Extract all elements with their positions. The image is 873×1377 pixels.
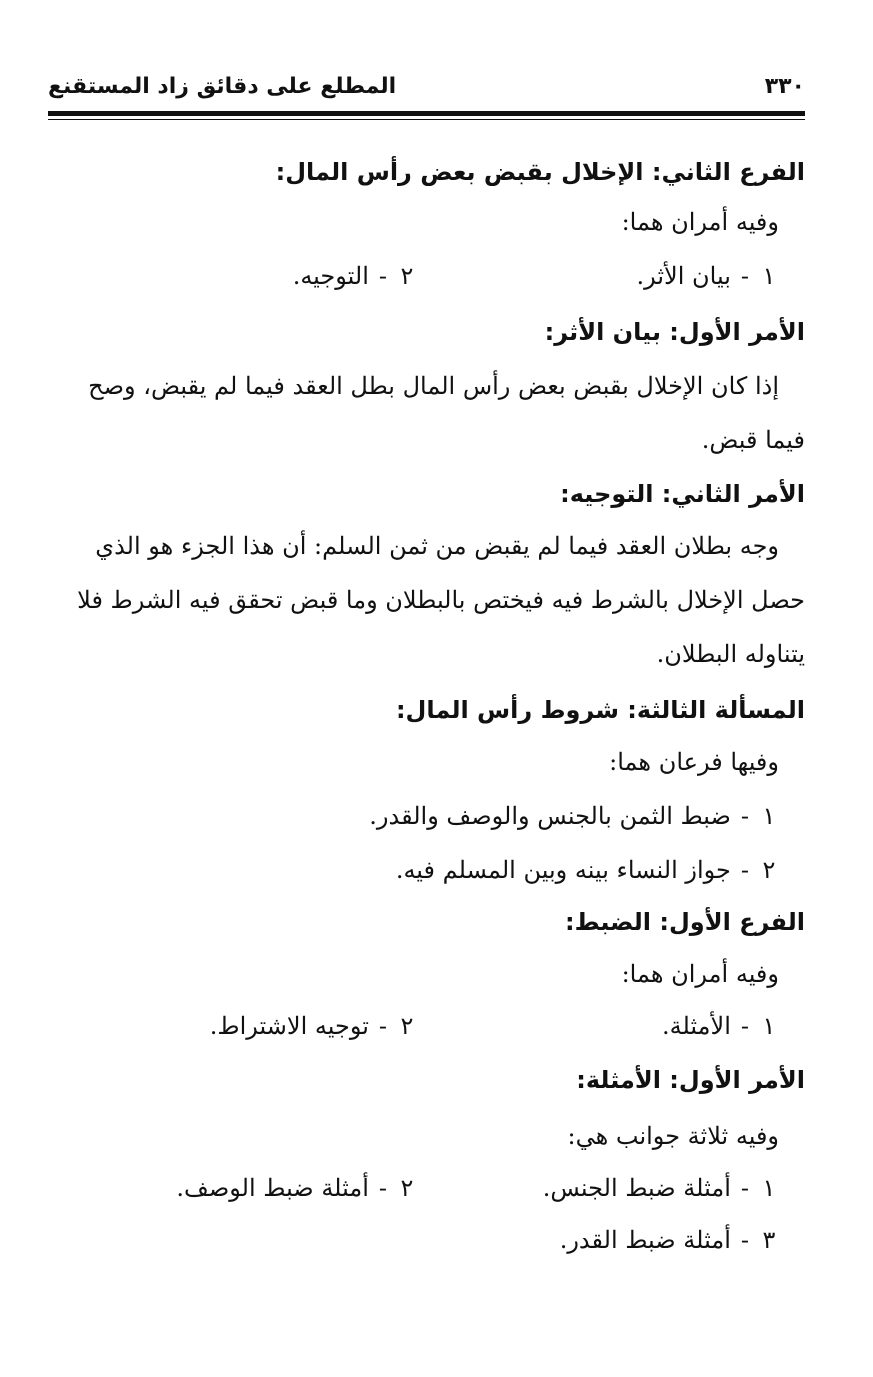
section-heading: الأمر الأول: الأمثلة:	[576, 1066, 805, 1094]
list-item: ١-بيان الأثر.	[636, 262, 776, 290]
list-item: ٢-أمثلة ضبط الوصف.	[176, 1174, 414, 1202]
list-item: ١-أمثلة ضبط الجنس.	[542, 1174, 776, 1202]
list-item: ٢-توجيه الاشتراط.	[209, 1012, 414, 1040]
paragraph-line: وفيها فرعان هما:	[609, 748, 779, 776]
page-number: ٣٣٠	[764, 74, 805, 99]
list-item: ٢-جواز النساء بينه وبين المسلم فيه.	[395, 856, 776, 884]
paragraph-line: يتناوله البطلان.	[656, 640, 805, 668]
section-heading: الأمر الثاني: التوجيه:	[560, 480, 805, 508]
list-item: ١-الأمثلة.	[661, 1012, 776, 1040]
header-rule-thin	[48, 119, 805, 120]
running-header	[48, 72, 805, 106]
paragraph-line: وفيه أمران هما:	[621, 208, 779, 236]
list-item: ٣-أمثلة ضبط القدر.	[559, 1226, 776, 1254]
paragraph-line: وفيه ثلاثة جوانب هي:	[567, 1122, 779, 1150]
paragraph-line: إذا كان الإخلال بقبض بعض رأس المال بطل العقد فيما لم يقبض، وصح	[88, 372, 779, 400]
paragraph-line: وفيه أمران هما:	[621, 960, 779, 988]
list-row	[48, 1002, 779, 1050]
paragraph-line: فيما قبض.	[701, 426, 805, 454]
paragraph-line: حصل الإخلال بالشرط فيه فيختص بالبطلان وما قبض تحقق فيه الشرط فلا	[77, 586, 805, 614]
list-row	[48, 252, 779, 300]
list-item: ١-ضبط الثمن بالجنس والوصف والقدر.	[369, 802, 776, 830]
list-item: ٢-التوجيه.	[292, 262, 414, 290]
section-heading: الفرع الثاني: الإخلال بقبض بعض رأس المال:	[275, 158, 805, 186]
section-heading: المسألة الثالثة: شروط رأس المال:	[395, 696, 805, 724]
header-rule-thick	[48, 111, 805, 116]
section-heading: الفرع الأول: الضبط:	[565, 908, 805, 936]
paragraph-line: وجه بطلان العقد فيما لم يقبض من ثمن السلم: أن هذا الجزء هو الذي	[95, 532, 779, 560]
list-row	[48, 1164, 779, 1212]
section-heading: الأمر الأول: بيان الأثر:	[544, 318, 805, 346]
book-title: المطلع على دقائق زاد المستقنع	[48, 74, 397, 99]
